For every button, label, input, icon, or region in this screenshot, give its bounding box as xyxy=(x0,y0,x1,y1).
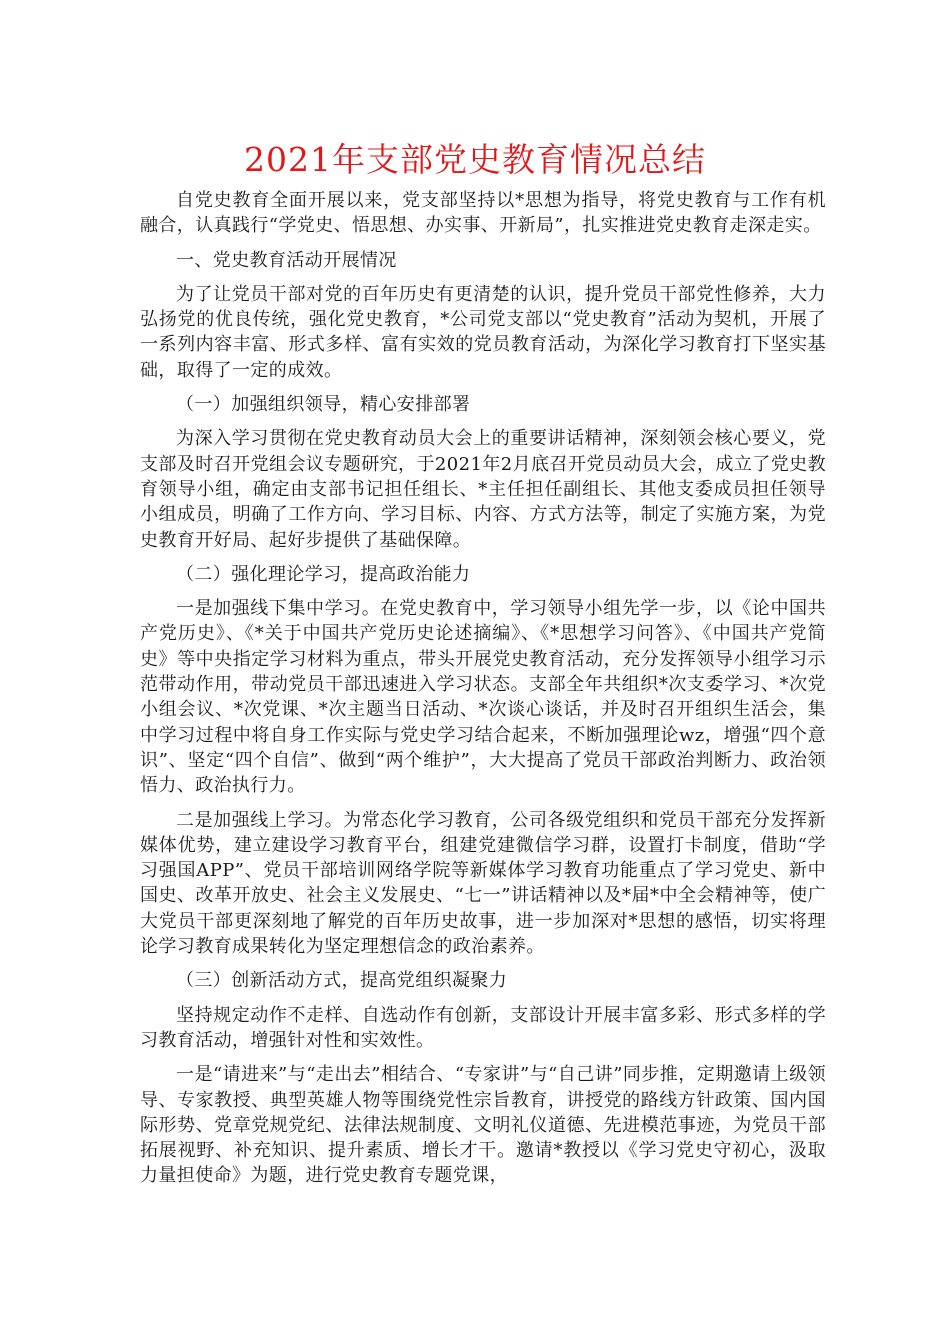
paragraph-online-study: 二是加强线上学习。为常态化学习教育，公司各级党组织和党员干部充分发挥新媒体优势，建立建设学习教育平台，组建党建微信学习群，设置打卡制度，借助“学习强国APP”、党员干部培训网络学院等新媒体学习教育功能重点了学习党史、新中国史、改革开放史、社会主义发展史、“七一”讲话精神以及*届*中全会精神等，使广大党员干部更深刻地了解党的百年历史故事，进一步加深对*思想的感悟，切实将理论学习教育成果转化为坚定理想信念的政治素养。 xyxy=(140,809,826,958)
subsection-heading-3: （三）创新活动方式，提高党组织凝聚力 xyxy=(176,970,508,992)
document-title: 2021年支部党史教育情况总结 xyxy=(244,140,706,179)
paragraph-section-1: 为了让党员干部对党的百年历史有更清楚的认识，提升党员干部党性修养，大力弘扬党的优良传统，强化党史教育，*公司党支部以“党史教育”活动为契机，开展了一系列内容丰富、形式多样、富有实效的党员教育活动，为深化学习教育打下坚实基础，取得了一定的成效。 xyxy=(140,283,826,381)
paragraph-organization: 为深入学习贯彻在党史教育动员大会上的重要讲话精神，深刻领会核心要义，党支部及时召开党组会议专题研究，于2021年2月底召开党员动员大会，成立了党史教育领导小组，确定由支部书记担任组长、*主任担任副组长、其他支委成员担任领导小组成员，明确了工作方向、学习目标、内容、方式方法等，制定了实施方案，为党史教育开好局、起好步提供了基础保障。 xyxy=(140,428,826,551)
paragraph-invite-experts: 一是“请进来”与“走出去”相结合、“专家讲”与“自己讲”同步推，定期邀请上级领导、专家教授、典型英雄人物等围绕党性宗旨教育，讲授党的路线方针政策、国内国际形势、党章党规党纪、法律法规制度、文明礼仪道德、先进模范事迹，为党员干部拓展视野、补充知识、提升素质、增长才干。邀请*教授以《学习党史守初心，汲取力量担使命》为题，进行党史教育专题党课， xyxy=(140,1064,826,1187)
subsection-heading-1: （一）加强组织领导，精心安排部署 xyxy=(176,394,471,416)
section-heading-1: 一、党史教育活动开展情况 xyxy=(176,249,397,271)
paragraph-innovation: 坚持规定动作不走样、自选动作有创新，支部设计开展丰富多彩、形式多样的学习教育活动，增强针对性和实效性。 xyxy=(140,1004,826,1051)
paragraph-intro: 自党史教育全面开展以来，党支部坚持以*思想为指导，将党史教育与工作有机融合，认真践行“学党史、悟思想、办实事、开新局”，扎实推进党史教育走深走实。 xyxy=(140,190,826,237)
subsection-heading-2: （二）强化理论学习，提高政治能力 xyxy=(176,563,471,585)
paragraph-offline-study: 一是加强线下集中学习。在党史教育中，学习领导小组先学一步，以《论中国共产党历史》、《*关于中国共产党历史论述摘编》、《*思想学习问答》、《中国共产党简史》等中央指定学习材料为重点，带头开展党史教育活动，充分发挥领导小组学习示范带动作用，带动党员干部迅速进入学习状态。支部全年共组织*次支委学习、*次党小组会议、*次党课、*次主题当日活动、*次谈心谈话，并及时召开组织生活会，集中学习过程中将自身工作实际与党史学习结合起来，不断加强理论wz，增强“四个意识”、坚定“四个自信”、做到“两个维护”，大大提高了党员干部政治判断力、政治领悟力、政治执行力。 xyxy=(140,598,826,797)
document-body xyxy=(140,188,826,1198)
